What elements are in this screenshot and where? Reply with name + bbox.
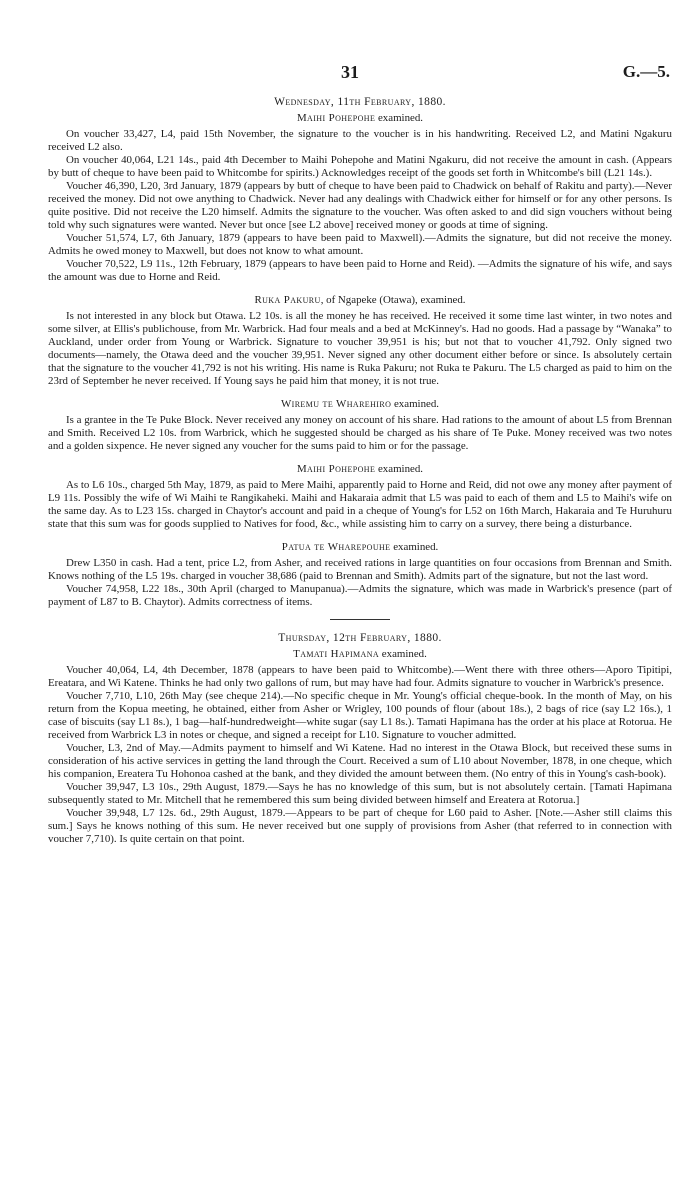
testimony-paragraph: Voucher 39,948, L7 12s. 6d., 29th August, 1879.—Appears to be part of cheque for L60 paid to Asher. [Note.—Asher still claims this sum.] Says he knows nothing of this sum. He never received but one supply of provisions from Asher (that referred to in connection with voucher 7,710). Is quite certain on that point.	[48, 807, 672, 845]
day-thursday	[48, 632, 672, 846]
testimony-paragraph: Voucher 40,064, L4, 4th December, 1878 (appears to have been paid to Whitcombe).—Went there with three others—Aporo Tipitipi, Ereatara, and Wi Katene. Thinks he had only two gallons of rum, but may have had four. Admits signature to voucher in Warbrick's presence.	[48, 664, 672, 689]
section-divider	[330, 619, 390, 620]
testimony-paragraph: On voucher 40,064, L21 14s., paid 4th December to Maihi Pohepohe and Matini Ngakuru, did not receive the amount in cash. (Appears by butt of cheque to have been paid to Whitcombe for spirits.) Acknowledges receipt of the goods set forth in Whitcombe's bill (L21 14s.).	[48, 154, 672, 179]
witness-heading	[48, 463, 672, 476]
testimony-paragraph: Is not interested in any block but Otawa. L2 10s. is all the money he has received. He received it some time last winter, in two notes and some silver, at Ellis's publichouse, from Mr. Warbrick. Had four meals and a bed at McKinney's. Had no goods. Had a passage by “Wanaka” to Auckland, under order from Young or Warbrick. Signature to voucher 39,951 is his; but not that to voucher 41,792. Only signed two documents—namely, the Otawa deed and the voucher 39,951. Never signed any other document either before or since. Is absolutely certain that the signature to the voucher 41,792 is not his writing. His name is Ruka Pakuru; not Ruka te Pakuru. The L5 charged as paid to him on the 23rd of September he never received. If Young says he paid him that money, it is not true.	[48, 310, 672, 387]
witness-name: Tamati Hapimana	[293, 648, 380, 660]
witness-heading	[48, 398, 672, 411]
examination-section	[48, 294, 672, 388]
witness-heading-suffix: examined.	[379, 648, 427, 660]
witness-name: Ruka Pakuru	[254, 294, 321, 306]
witness-name: Maihi Pohepohe	[296, 463, 376, 475]
examination-section	[48, 398, 672, 453]
testimony-paragraph: Voucher 70,522, L9 11s., 12th February, 1879 (appears to have been paid to Horne and Reid). —Admits the signature of his wife, and says the amount was due to Horne and Reid.	[48, 258, 672, 283]
testimony-paragraph: Voucher 46,390, L20, 3rd January, 1879 (appears by butt of cheque to have been paid to Chadwick on behalf of Rakitu and party).—Never received the money. Did not owe anything to Chadwick. Never had any dealings with Chadwick either for himself or for any other persons. Is quite positive. Did not receive the L20 himself. Admits the signature to the voucher. Was often asked to and did sign vouchers without being told why such signatures were wanted. Never but once [see L2 above] received money or goods at time of signing.	[48, 180, 672, 231]
witness-heading-suffix: examined.	[390, 541, 439, 553]
witness-name: Wiremu te Wharehiro	[280, 398, 392, 410]
date-heading: Wednesday, 11th February, 1880.	[274, 96, 446, 108]
testimony-paragraph: On voucher 33,427, L4, paid 15th November, the signature to the voucher is in his handwriting. Received L2, and Matini Ngakuru received L2 also.	[48, 128, 672, 153]
witness-heading	[48, 112, 672, 125]
testimony-paragraph: Voucher 39,947, L3 10s., 29th August, 1879.—Says he has no knowledge of this sum, but is not absolutely certain. [Tamati Hapimana subsequently stated to Mr. Mitchell that he remembered this sum being divided between himself and Ereatera at Rotorua.]	[48, 781, 672, 806]
witness-heading	[48, 648, 672, 661]
witness-heading-suffix: examined.	[375, 112, 424, 124]
testimony-paragraph: Voucher 74,958, L22 18s., 30th April (charged to Manupanua).—Admits the signature, which was made in Warbrick's presence (part of payment of L87 to B. Chaytor). Admits correctness of items.	[48, 583, 672, 608]
witness-heading-suffix: , of Ngapeke (Otawa), examined.	[320, 294, 466, 306]
examination-section	[48, 112, 672, 284]
page-content	[48, 96, 672, 856]
testimony-paragraph: Is a grantee in the Te Puke Block. Never received any money on account of his share. Had rations to the amount of about L5 from Brennan and Smith. Received L2 10s. from Warbrick, which he suggested should be charged as his share of Te Puke. Money received was two notes and a golden sixpence. He never signed any voucher for the sums paid to him or for the passage.	[48, 414, 672, 452]
examination-section	[48, 648, 672, 846]
day1-sections	[48, 112, 672, 609]
witness-name: Maihi Pohepohe	[296, 112, 376, 124]
day-wednesday	[48, 96, 672, 609]
examination-section	[48, 541, 672, 609]
testimony-paragraph: Voucher 51,574, L7, 6th January, 1879 (appears to have been paid to Maxwell).—Admits the signature, but did not receive the money. Admits he owed money to Maxwell, but does not know to what amount.	[48, 232, 672, 257]
day2-sections	[48, 648, 672, 846]
testimony-paragraph: Drew L350 in cash. Had a tent, price L2, from Asher, and received rations in large quantities on four occasions from Brennan and Smith. Knows nothing of the L5 19s. charged in voucher 38,686 (paid to Brennan and Smith). Admits part of the signature, but not the last word.	[48, 557, 672, 582]
testimony-paragraph: As to L6 10s., charged 5th May, 1879, as paid to Mere Maihi, apparently paid to Horne and Reid, did not owe any money after payment of L9 11s. Possibly the wife of Wi Maihi te Rangikaheki. Maihi and Hakaraia admit that L5 was paid to each of them and L5 to Maihi's wife on the same day. As to L23 15s. charged in Chaytor's account and paid in a cheque of Young's for L52 on 16th March, Hakaraia and Te Huruhuru state that this sum was for goods supplied to Natives for food, &c., while assisting him to carry on a survey, there being a disturbance.	[48, 479, 672, 530]
examination-section	[48, 463, 672, 531]
testimony-paragraph: Voucher, L3, 2nd of May.—Admits payment to himself and Wi Katene. Had no interest in the Otawa Block, but received these sums in consideration of his active services in getting the land through the Court. Received a sum of L10 about November, 1878, in one cheque, which his companion, Ereatera Tu Hohonoa cashed at the bank, and they divided the amount between them. (No entry of this in Young's cash-book).	[48, 742, 672, 780]
testimony-paragraph: Voucher 7,710, L10, 26th May (see cheque 214).—No specific cheque in Mr. Young's official cheque-book. In the month of May, on his return from the Kopua meeting, he obtained, either from Asher or Wrigley, 100 pounds of flour (about 18s.), 2 bags of rice (say L2 16s.), 1 case of biscuits (say L1 8s.), 1 bag—half-hundredweight—white sugar (say L1 8s.). Tamati Hapimana has the order at his place at Rotorua. He received from Warbrick L3 in notes or cheque, and signed a receipt for L10. Signature to voucher admitted.	[48, 690, 672, 741]
date-heading: Thursday, 12th February, 1880.	[278, 632, 442, 644]
witness-heading	[48, 541, 672, 554]
page-number: 31	[341, 62, 359, 82]
witness-heading-suffix: examined.	[375, 463, 424, 475]
witness-name: Patua te Wharepouhe	[281, 541, 391, 553]
document-reference: G.—5.	[622, 62, 670, 81]
witness-heading-suffix: examined.	[391, 398, 440, 410]
witness-heading	[48, 294, 672, 307]
